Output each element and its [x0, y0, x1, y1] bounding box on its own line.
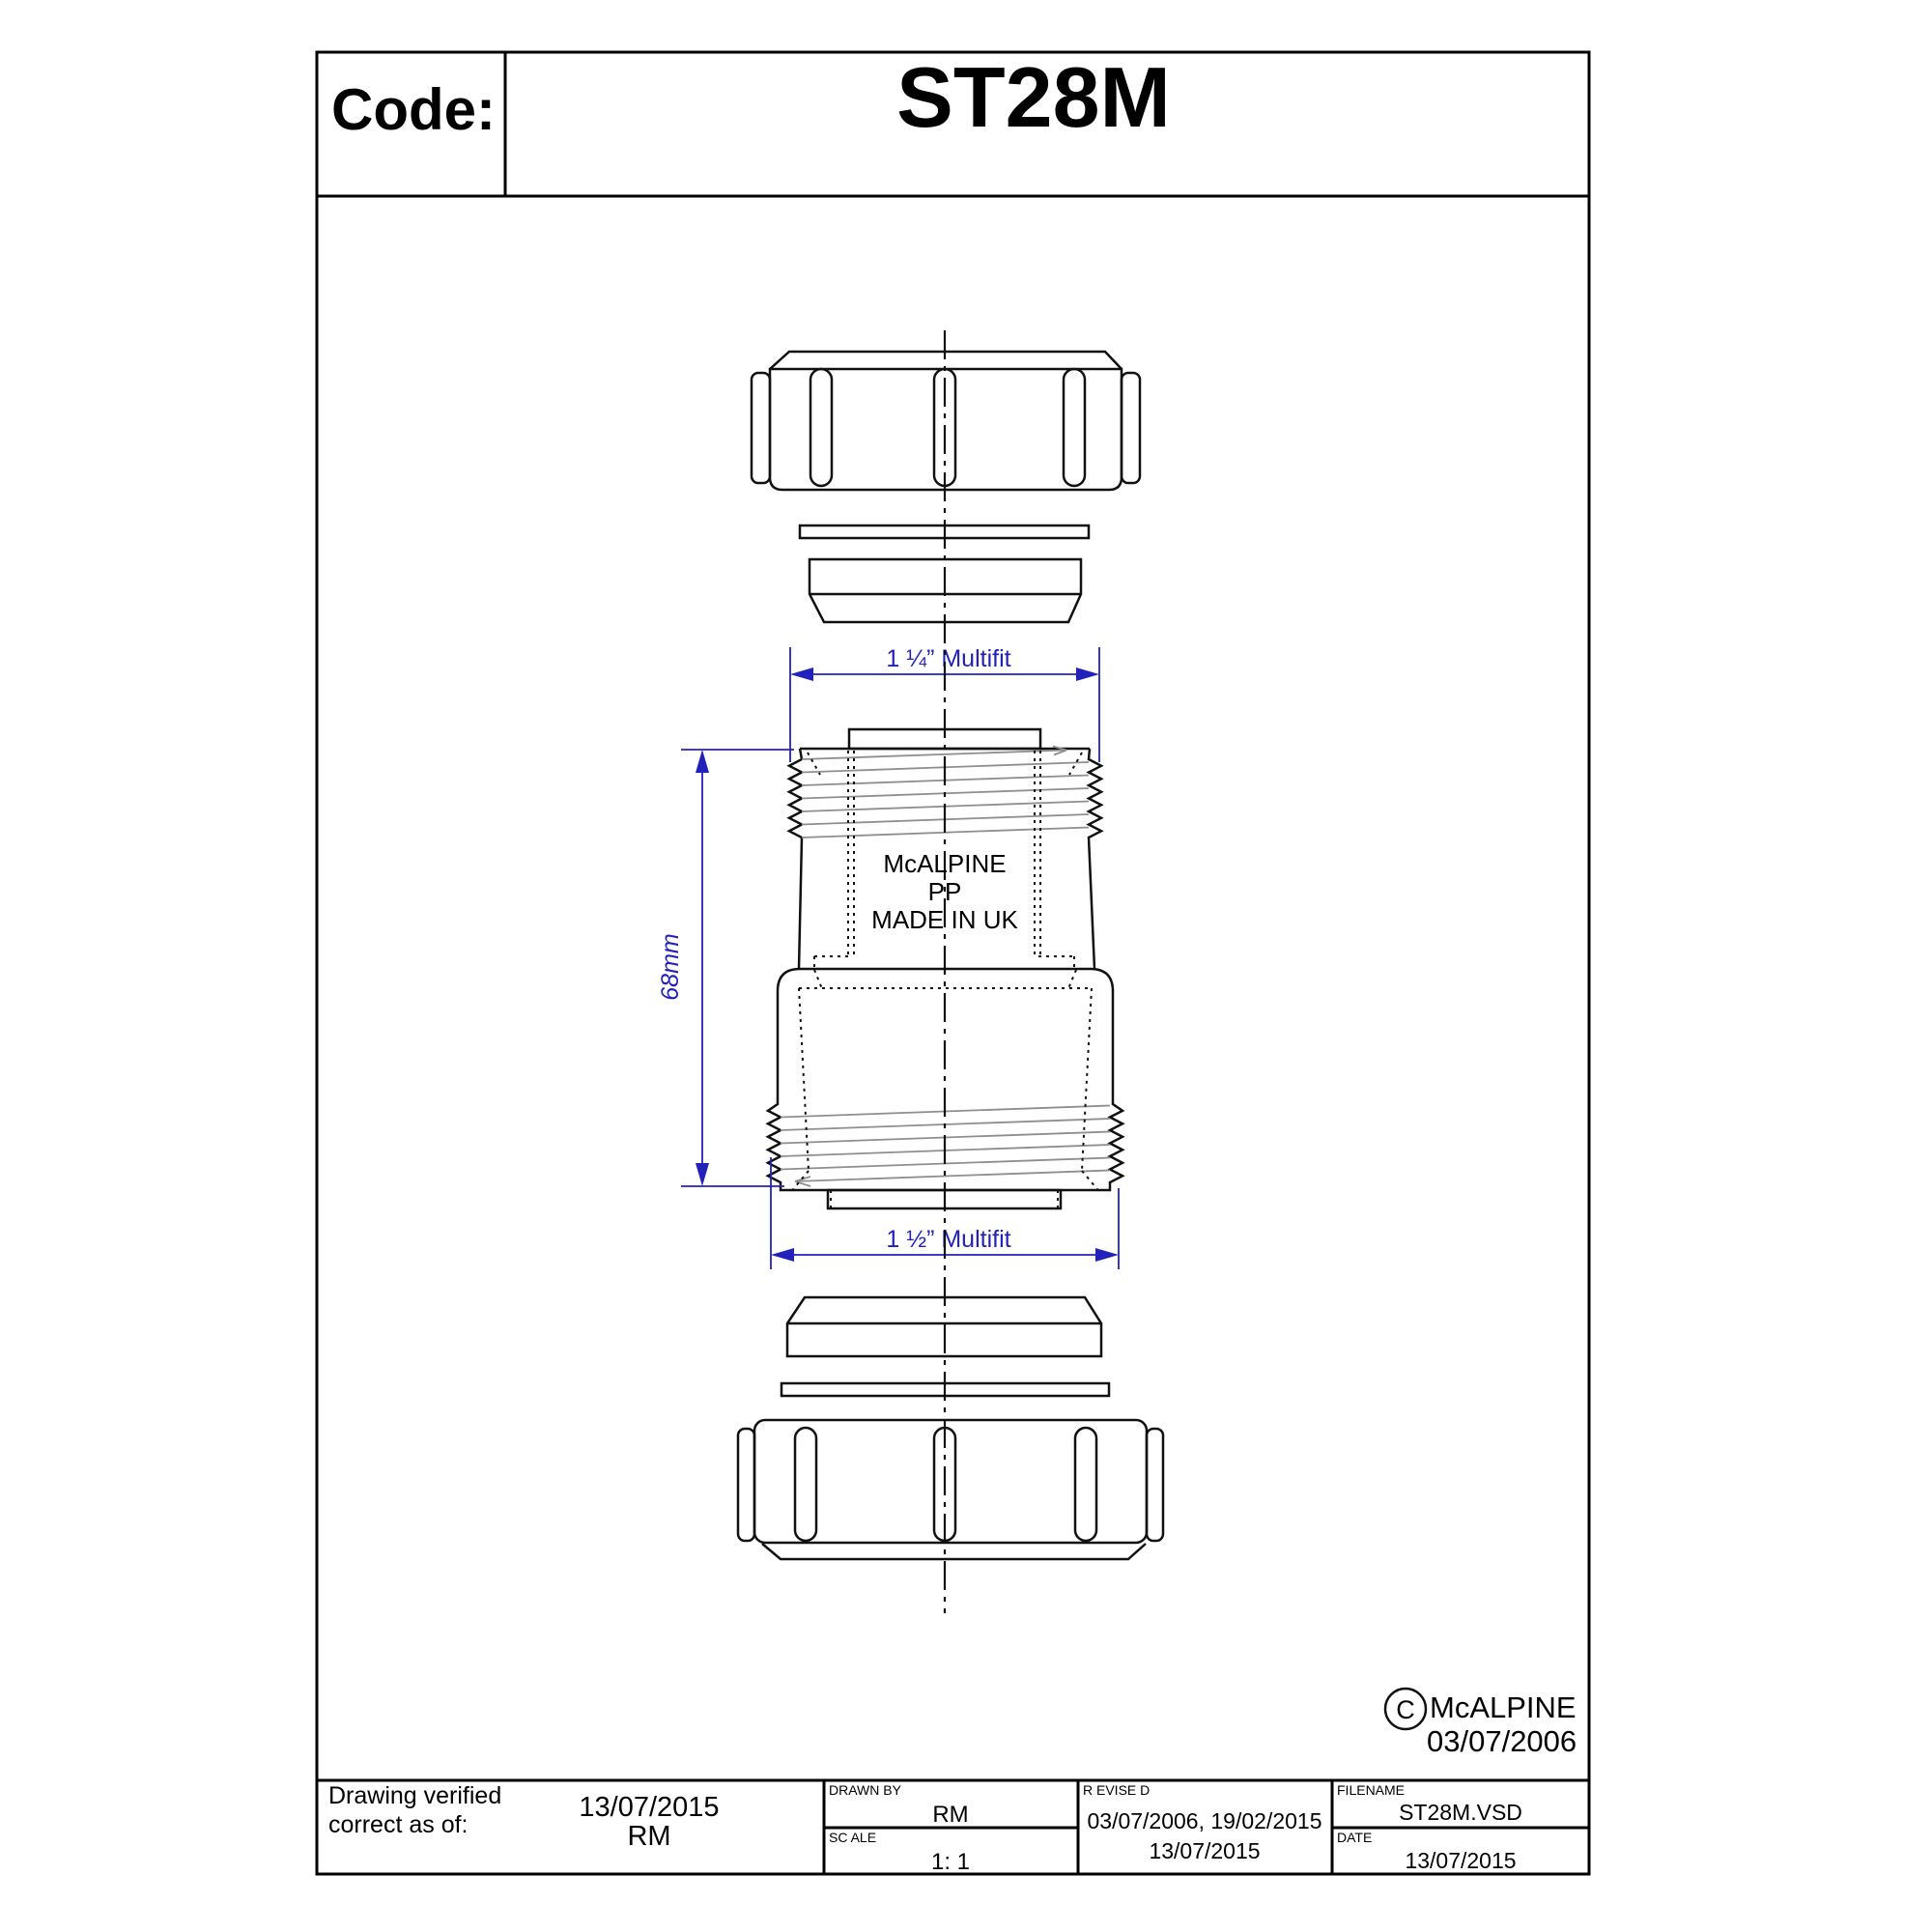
drawn-by-value: RM — [932, 1802, 969, 1828]
verified-by: RM — [627, 1821, 671, 1852]
dim-bottom-label: 1 ½” Multifit — [886, 1226, 1011, 1253]
scale-label: SC ALE — [829, 1830, 877, 1845]
top-nut-ear-right — [1122, 373, 1140, 483]
date-value: 13/07/2015 — [1405, 1848, 1517, 1873]
verified-date: 13/07/2015 — [579, 1792, 720, 1823]
body-marking-line2: PP — [927, 877, 962, 906]
bottom-nut-slot-left — [795, 1428, 816, 1541]
filename-label: FILENAME — [1337, 1782, 1406, 1798]
dim-top-label: 1 ¼” Multifit — [886, 645, 1011, 672]
sheet-frame — [317, 52, 1589, 1874]
revised-cell — [1083, 1782, 1322, 1863]
header — [331, 49, 1171, 145]
date-cell — [1337, 1830, 1517, 1873]
top-nut-ear-left — [752, 373, 770, 483]
bottom-nut-slot-right — [1075, 1428, 1096, 1541]
revised-label: R EVISE D — [1083, 1782, 1151, 1798]
copyright-date: 03/07/2006 — [1427, 1724, 1577, 1758]
body-marking-line3: MADE IN UK — [871, 905, 1018, 934]
drawn-by-label: DRAWN BY — [829, 1782, 901, 1798]
outer-border — [317, 52, 1589, 1874]
drawn-by-cell — [829, 1782, 969, 1828]
scale-value: 1: 1 — [930, 1849, 971, 1875]
copyright-name: McALPINE — [1430, 1690, 1577, 1724]
verified-label-line1: Drawing verified — [328, 1782, 502, 1809]
date-label: DATE — [1337, 1830, 1373, 1845]
dim-height-label: 68mm — [657, 933, 684, 1001]
copyright — [1385, 1689, 1577, 1758]
bottom-nut-ear-left — [738, 1429, 754, 1541]
revised-line1: 03/07/2006, 19/02/2015 — [1087, 1808, 1322, 1833]
body-marking — [871, 849, 1018, 934]
bottom-nut — [738, 1420, 1163, 1559]
bottom-nut-chamfer — [762, 1544, 1146, 1559]
top-nut — [752, 352, 1140, 490]
code-label: Code: — [331, 77, 496, 142]
body-marking-line1: McALPINE — [883, 849, 1007, 878]
title-block — [317, 1780, 1589, 1875]
part-code: ST28M — [896, 49, 1171, 145]
revised-line2: 13/07/2015 — [1149, 1838, 1261, 1863]
top-nut-slot-right — [1064, 369, 1085, 486]
filename-value: ST28M.VSD — [1399, 1800, 1522, 1825]
verified-label-line2: correct as of: — [328, 1811, 469, 1838]
bottom-nut-body — [754, 1420, 1147, 1543]
scale-cell — [829, 1830, 970, 1875]
filename-cell — [1337, 1782, 1522, 1825]
bottom-nut-ear-right — [1147, 1429, 1163, 1541]
verified-cell — [328, 1782, 720, 1852]
top-nut-slot-left — [810, 369, 832, 486]
copyright-symbol: C — [1396, 1695, 1415, 1724]
